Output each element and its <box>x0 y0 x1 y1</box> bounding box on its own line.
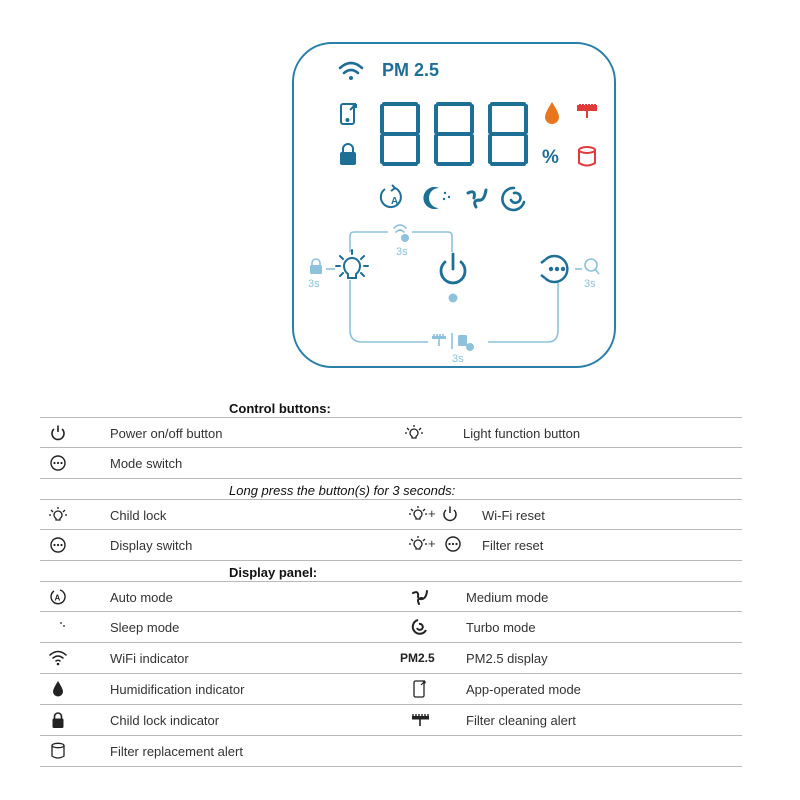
sleep-mode-icon <box>48 618 68 636</box>
legend-label: Medium mode <box>466 590 549 605</box>
digit-1 <box>382 104 418 164</box>
legend-label: Filter reset <box>482 538 544 553</box>
table-row <box>40 448 742 479</box>
medium-mode-icon <box>410 588 430 606</box>
legend-label: PM2.5 display <box>466 651 548 666</box>
wifi-icon <box>340 63 362 80</box>
light-icon <box>48 506 68 524</box>
app-phone-icon <box>341 104 356 124</box>
legend-label: Display switch <box>110 538 193 553</box>
water-drop-icon <box>48 680 68 698</box>
power-icon <box>48 424 68 442</box>
legend-label: Filter replacement alert <box>110 744 243 759</box>
mode-icon <box>48 454 68 472</box>
hold-time-label: 3s <box>584 278 596 290</box>
power-led-dot <box>449 294 458 303</box>
filter-cleaning-icon <box>410 711 430 729</box>
turbo-mode-icon <box>502 188 524 210</box>
lock-icon <box>48 711 68 729</box>
plus-sign: + <box>428 536 436 551</box>
wifi-icon <box>48 649 68 667</box>
digit-3 <box>490 104 526 164</box>
auto-mode-icon <box>381 185 401 207</box>
legend-label: Wi-Fi reset <box>482 508 545 523</box>
hold-time-label: 3s <box>452 353 464 365</box>
mode-icon <box>48 536 68 554</box>
hold-time-label: 3s <box>396 246 408 258</box>
button-connector-lines <box>326 232 582 342</box>
filter-replacement-icon <box>579 147 595 166</box>
table-row <box>40 736 742 767</box>
pm25-code: PM2.5 <box>400 651 435 665</box>
legend-label: Turbo mode <box>466 620 536 635</box>
table-row <box>40 674 742 705</box>
section-header: Display panel: <box>229 565 318 580</box>
filter-reset-icon <box>432 333 474 351</box>
section-header: Long press the button(s) for 3 seconds: <box>229 483 456 498</box>
legend-label: Power on/off button <box>110 426 223 441</box>
legend-label: Auto mode <box>110 590 173 605</box>
turbo-mode-icon <box>410 618 430 636</box>
legend-label: App-operated mode <box>466 682 581 697</box>
water-drop-icon <box>545 102 559 124</box>
seven-segment-digits <box>382 104 526 164</box>
digit-2 <box>436 104 472 164</box>
wifi-reset-icon <box>394 225 409 242</box>
table-row <box>40 499 742 530</box>
svg-text:A: A <box>391 196 399 207</box>
table-row <box>40 417 742 448</box>
mode-button-icon[interactable] <box>541 256 567 282</box>
svg-text:A: A <box>54 593 61 603</box>
section-header: Control buttons: <box>229 401 331 416</box>
legend-label: Child lock indicator <box>110 713 220 728</box>
power-button-icon[interactable] <box>441 254 465 283</box>
light-button-icon <box>336 250 368 278</box>
hold-time-label: 3s <box>308 278 320 290</box>
light-icon <box>404 424 424 442</box>
table-row <box>40 643 742 674</box>
table-row <box>40 705 742 736</box>
sleep-mode-icon <box>423 187 450 209</box>
legend-label: WiFi indicator <box>110 651 189 666</box>
auto-mode-icon <box>48 588 68 606</box>
table-row <box>40 581 742 612</box>
filter-replacement-icon <box>48 742 68 760</box>
percent-sign: % <box>542 147 559 168</box>
legend-label: Mode switch <box>110 456 183 471</box>
plus-sign: + <box>428 506 436 521</box>
light-plus-mode-icon <box>409 534 465 556</box>
legend-label: Light function button <box>463 426 581 441</box>
app-phone-icon <box>410 680 430 698</box>
filter-cleaning-icon <box>578 104 596 118</box>
table-row <box>40 612 742 643</box>
lock-icon <box>340 144 356 165</box>
display-switch-small-icon <box>585 259 599 274</box>
child-lock-small-icon <box>310 259 322 274</box>
panel-graphics <box>0 0 800 380</box>
medium-mode-icon <box>468 190 486 207</box>
legend-label: Humidification indicator <box>110 682 245 697</box>
legend-label: Sleep mode <box>110 620 180 635</box>
table-row <box>40 530 742 561</box>
pm25-label: PM 2.5 <box>382 60 440 80</box>
legend-label: Child lock <box>110 508 167 523</box>
legend-table <box>40 397 742 767</box>
legend-label: Filter cleaning alert <box>466 713 576 728</box>
